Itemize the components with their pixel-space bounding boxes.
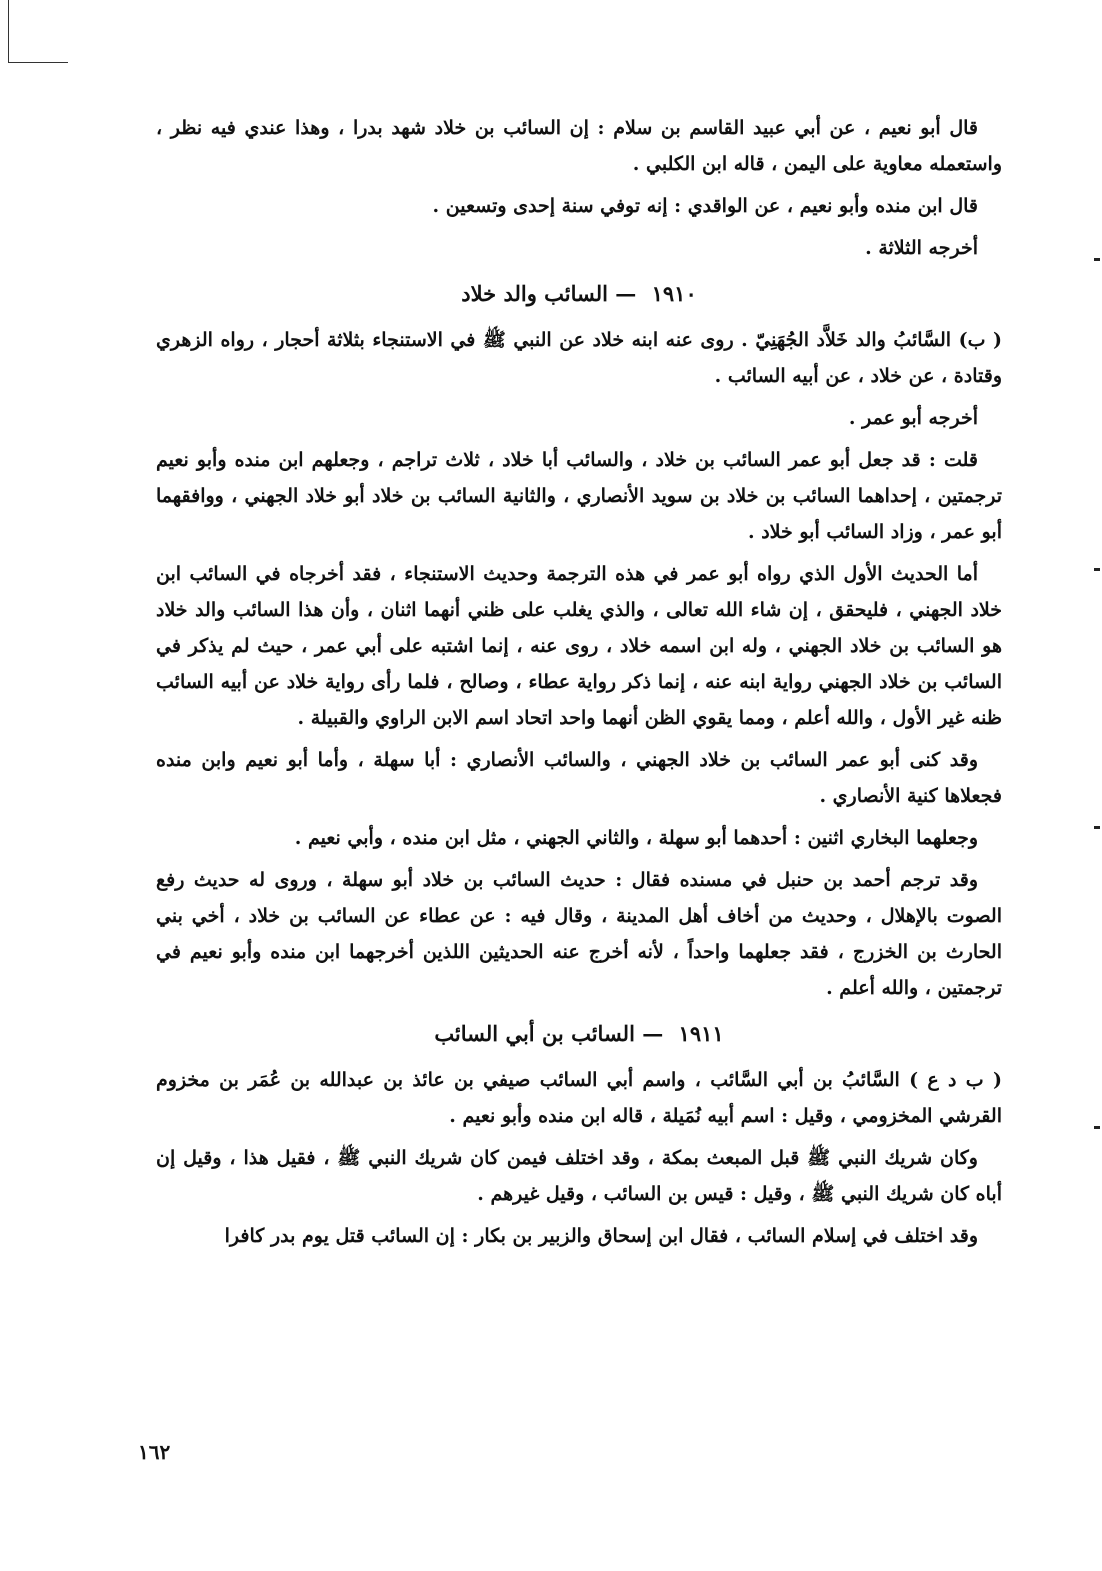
scan-corner-mark (8, 0, 9, 62)
entry-heading (156, 276, 1002, 312)
page-number: ١٦٢ (138, 1440, 171, 1464)
paragraph: قلت : قد جعل أبو عمر السائب بن خلاد ، والسائب أبا خلاد ، ثلاث تراجم ، وجعلهم ابن منده وأبو نعيم ترجمتين ، إحداهما السائب بن خلاد بن سويد الأنصاري ، والثانية السائب بن خلاد أبو خلاد الجهني ، ووافقهما أبو عمر ، وزاد السائب أبو خلاد . (156, 449, 1002, 543)
paragraph: قال ابن منده وأبو نعيم ، عن الواقدي : إنه توفي سنة إحدى وتسعين . (432, 195, 978, 217)
paragraph: أما الحديث الأول الذي رواه أبو عمر في هذه الترجمة وحديث الاستنجاء ، فقد أخرجاه في السائب ابن خلاد الجهني ، فليحقق ، إن شاء الله تعالى ، والذي يغلب على ظني أنهما اثنان ، وأن هذا السائب والد خلاد هو السائب بن خلاد الجهني ، وله ابن اسمه خلاد ، روى عنه ، إنما اشتبه على أبي عمر ، حيث لم يذكر في السائب بن خلاد الجهني رواية ابنه عنه ، إنما ذكر رواية عطاء ، وصالح ، فلما رأى رواية خلاد عن أبيه السائب ظنه غير الأول ، والله أعلم ، ومما يقوي الظن أنهما واحد اتحاد اسم الابن الراوي والقبيلة . (156, 563, 1002, 729)
edge-tick (1094, 1126, 1100, 1129)
paragraph: وقد ترجم أحمد بن حنبل في مسنده فقال : حديث السائب بن خلاد أبو سهلة ، وروى له حديث رفع الصوت بالإهلال ، وحديث من أخاف أهل المدينة ، وقال فيه : عن عطاء عن السائب بن خلاد ، أخي بني الحارث بن الخزرج ، فقد جعلهما واحداً ، لأنه أخرج عنه الحديثين اللذين أخرجهما ابن منده وأبو نعيم في ترجمتين ، والله أعلم . (156, 869, 1002, 999)
paragraph: وكان شريك النبي ﷺ قبل المبعث بمكة ، وقد اختلف فيمن كان شريك النبي ﷺ ، فقيل هذا ، وقيل إن أباه كان شريك النبي ﷺ ، وقيل : قيس بن السائب ، وقيل غيرهم . (156, 1147, 1002, 1205)
paragraph: أخرجه أبو عمر . (848, 407, 978, 429)
paragraph: وجعلهما البخاري اثنين : أحدهما أبو سهلة ، والثاني الجهني ، مثل ابن منده ، وأبي نعيم . (294, 827, 978, 849)
paragraph: وقد اختلف في إسلام السائب ، فقال ابن إسحاق والزبير بن بكار : إن السائب قتل يوم بدر كافرا (224, 1225, 978, 1247)
document-body (156, 110, 1002, 1260)
scan-corner-mark-horizontal (8, 62, 68, 63)
edge-tick (1094, 568, 1100, 571)
entry-number: ١٩١١ (678, 1021, 724, 1046)
entry-title: السائب بن أبي السائب (434, 1021, 635, 1046)
paragraph: وقد كنى أبو عمر السائب بن خلاد الجهني ، والسائب الأنصاري : أبا سهلة ، وأما أبو نعيم وابن منده فجعلاها كنية الأنصاري . (156, 749, 1002, 807)
edge-tick (1094, 258, 1100, 261)
paragraph: قال أبو نعيم ، عن أبي عبيد القاسم بن سلام : إن السائب بن خلاد شهد بدرا ، وهذا عندي فيه نظر ، واستعمله معاوية على اليمن ، قاله ابن الكلبي . (156, 117, 1002, 175)
entry-number: ١٩١٠ (651, 281, 697, 306)
entry-title: السائب والد خلاد (461, 281, 608, 306)
entry-dash: — (607, 281, 644, 306)
paragraph: أخرجه الثلاثة . (865, 237, 978, 259)
entry-heading (156, 1016, 1002, 1052)
paragraph: ( ب د ع ) السَّائبُ بن أبي السَّائب ، واسم أبي السائب صيفي بن عائذ بن عبدالله بن عُمَر بن مخزوم القرشي المخزومي ، وقيل : اسم أبيه نُمَيلة ، قاله ابن منده وأبو نعيم . (156, 1069, 1002, 1127)
edge-tick (1094, 826, 1100, 829)
paragraph: ( ب) السَّائبُ والد خَلاَّد الجُهَنِيّ . روى عنه ابنه خلاد عن النبي ﷺ في الاستنجاء بثلاثة أحجار ، رواه الزهري وقتادة ، عن خلاد ، عن أبيه السائب . (156, 329, 1002, 387)
entry-dash: — (634, 1021, 671, 1046)
